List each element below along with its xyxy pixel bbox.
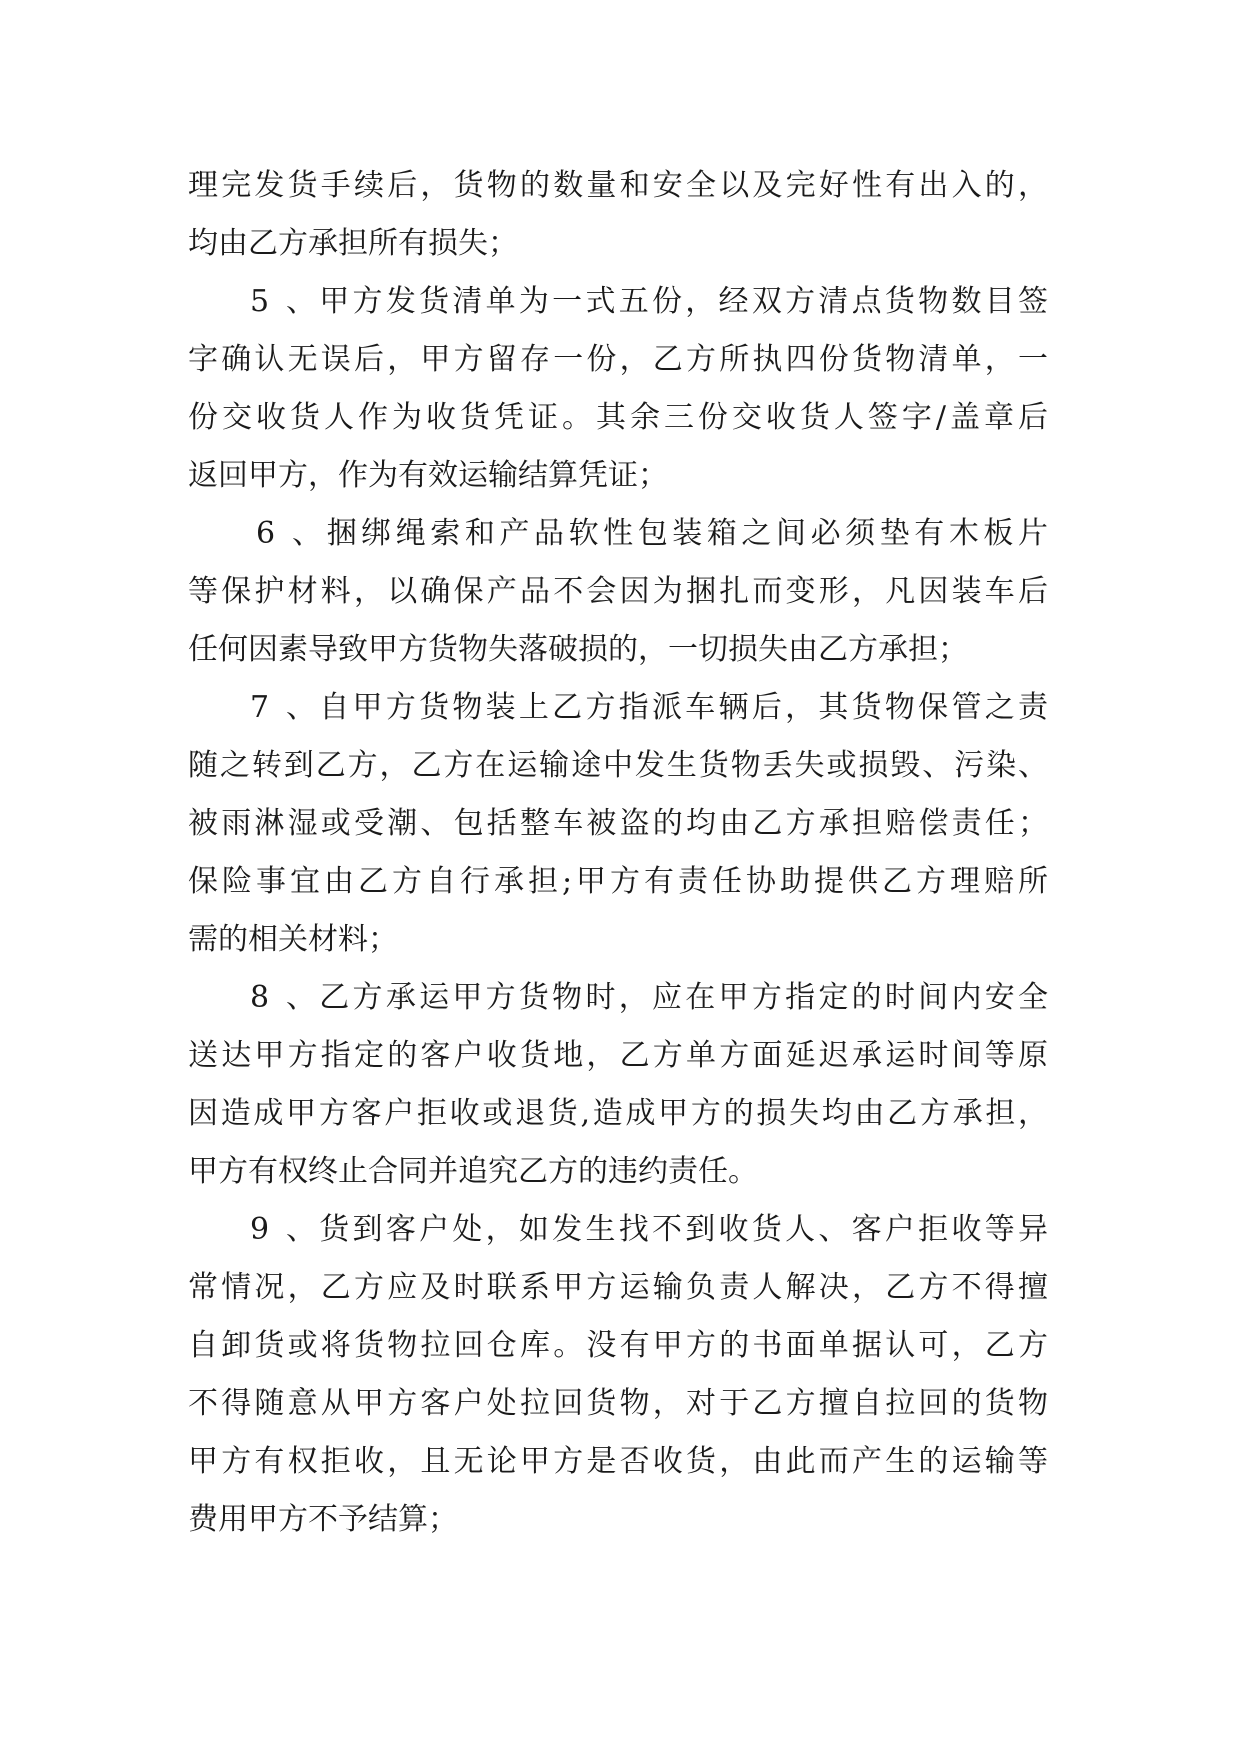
list-item-5-first-line xyxy=(188,273,1048,331)
list-item-9-first-line xyxy=(188,1201,1048,1259)
list-item-7-first-line xyxy=(188,679,1048,737)
text-line: 费用甲方不予结算； xyxy=(188,1502,458,1537)
item-number: 8、 xyxy=(250,980,316,1015)
text-line: 不得随意从甲方客户处拉回货物，对于乙方擅自拉回的货物 xyxy=(188,1386,1048,1421)
document-body xyxy=(188,157,1048,1549)
text-line: 任何因素导致甲方货物失落破损的，一切损失由乙方承担； xyxy=(188,632,968,667)
text-line: 自卸货或将货物拉回仓库。没有甲方的书面单据认可，乙方 xyxy=(188,1328,1048,1363)
text-line: 需的相关材料； xyxy=(188,922,398,957)
text-line: 等保护材料，以确保产品不会因为捆扎而变形，凡因装车后 xyxy=(188,574,1048,609)
text-line: 均由乙方承担所有损失； xyxy=(188,226,518,261)
text-line: 货到客户处，如发生找不到收货人、客户拒收等异 xyxy=(316,1212,1048,1247)
text-line: 字确认无误后，甲方留存一份，乙方所执四份货物清单，一 xyxy=(188,342,1048,377)
text-line: 甲方有权拒收，且无论甲方是否收货，由此而产生的运输等 xyxy=(188,1444,1048,1479)
item-number: 9、 xyxy=(250,1212,316,1247)
text-line: 理完发货手续后，货物的数量和安全以及完好性有出入的， xyxy=(188,168,1048,203)
text-line: 送达甲方指定的客户收货地，乙方单方面延迟承运时间等原 xyxy=(188,1038,1048,1073)
text-line: 因造成甲方客户拒收或退货,造成甲方的损失均由乙方承担， xyxy=(188,1096,1048,1131)
text-line: 自甲方货物装上乙方指派车辆后，其货物保管之责 xyxy=(316,690,1048,725)
text-line: 甲方发货清单为一式五份，经双方清点货物数目签 xyxy=(316,284,1048,319)
text-line: 保险事宜由乙方自行承担;甲方有责任协助提供乙方理赔所 xyxy=(188,864,1048,899)
text-line: 被雨淋湿或受潮、包括整车被盗的均由乙方承担赔偿责任； xyxy=(188,806,1048,841)
text-line: 乙方承运甲方货物时，应在甲方指定的时间内安全 xyxy=(316,980,1048,1015)
text-line: 随之转到乙方，乙方在运输途中发生货物丢失或损毁、污染、 xyxy=(188,748,1048,783)
text-line: 甲方有权终止合同并追究乙方的违约责任。 xyxy=(188,1154,758,1189)
text-line: 常情况，乙方应及时联系甲方运输负责人解决，乙方不得擅 xyxy=(188,1270,1048,1305)
text-line: 返回甲方，作为有效运输结算凭证； xyxy=(188,458,668,493)
item-number: 5、 xyxy=(250,284,316,319)
item-number: 7、 xyxy=(250,690,316,725)
list-item-6-first-line xyxy=(188,505,1048,563)
item-number: 6、 xyxy=(256,516,322,551)
list-item-8-first-line xyxy=(188,969,1048,1027)
text-line: 捆绑绳索和产品软性包装箱之间必须垫有木板片 xyxy=(322,516,1048,551)
text-line: 份交收货人作为收货凭证。其余三份交收货人签字/盖章后 xyxy=(188,400,1048,435)
